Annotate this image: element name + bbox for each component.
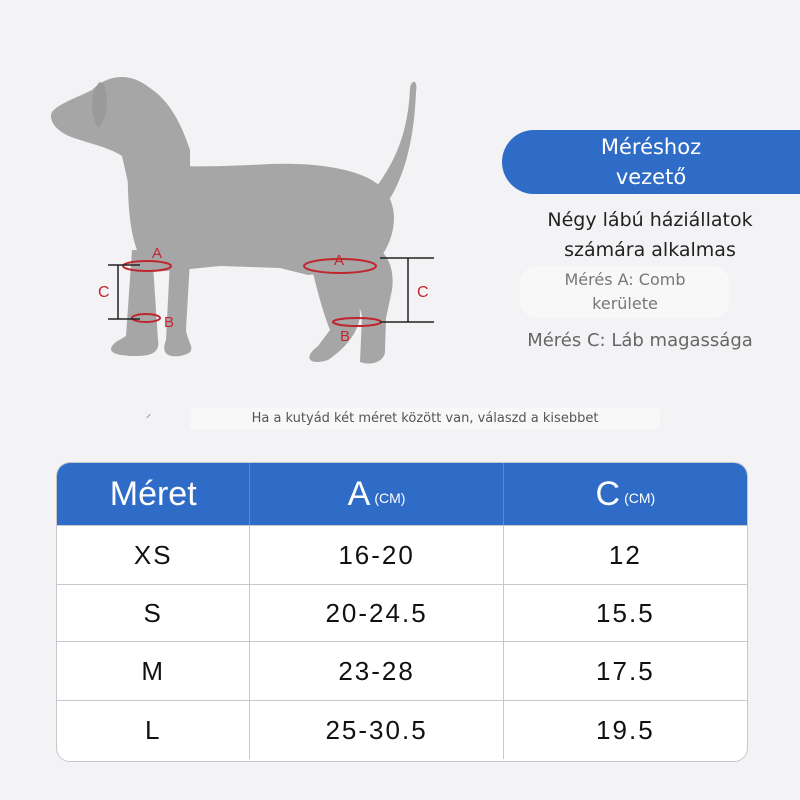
table-row: [57, 641, 747, 700]
header-c: [504, 463, 747, 525]
suitability-line2: számára alkalmas: [564, 239, 736, 261]
table-body: [57, 525, 747, 759]
label-b-front: B: [164, 314, 175, 331]
size-table: [56, 462, 748, 762]
suitability-text: [505, 205, 795, 265]
header-a: [250, 463, 503, 525]
label-a-hind: A: [334, 252, 345, 269]
cell-size: L: [57, 701, 250, 759]
header-c-label: C: [595, 474, 621, 513]
measurement-a-line1: Mérés A: Comb: [564, 270, 686, 289]
header-size-label: Méret: [109, 474, 197, 513]
cell-c: 15.5: [596, 597, 655, 628]
size-note: Ha a kutyád két méret között van, válaszd a kisebbet: [190, 408, 660, 429]
table-row: [57, 525, 747, 584]
cell-a: 25-30.5: [250, 701, 503, 759]
measurement-guide-banner: [502, 130, 800, 194]
suitability-line1: Négy lábú háziállatok: [547, 209, 753, 231]
dog-silhouette: [51, 77, 416, 364]
table-row: [57, 700, 747, 759]
measurement-a-text: [520, 266, 730, 318]
table-header: [57, 463, 747, 525]
header-c-unit: (CM): [624, 490, 656, 506]
cell-size: XS: [57, 526, 250, 584]
cell-c: 12: [608, 539, 642, 570]
label-a-front: A: [152, 245, 163, 262]
header-a-label: A: [347, 474, 371, 513]
cell-c: 19.5: [596, 714, 655, 745]
cell-a: 23-28: [250, 642, 503, 700]
guide-title-line1: Méréshoz: [600, 135, 702, 159]
label-c-hind: C: [417, 284, 429, 301]
cell-a: 16-20: [250, 526, 503, 584]
cell-c: 17.5: [596, 655, 655, 686]
guide-title-line2: vezető: [615, 165, 687, 189]
cell-size: S: [57, 585, 250, 641]
note-mark: ⸝: [146, 409, 151, 420]
label-b-hind: B: [340, 328, 351, 345]
measurement-a-line2: kerülete: [592, 294, 658, 313]
label-c-front: C: [98, 284, 110, 301]
header-a-unit: (CM): [374, 490, 406, 506]
header-size: [57, 463, 250, 525]
dog-measurement-diagram: [40, 60, 460, 390]
cell-a: 20-24.5: [250, 585, 503, 641]
measurement-c-text: Mérés C: Láb magassága: [527, 330, 753, 351]
table-row: [57, 584, 747, 641]
cell-size: M: [57, 642, 250, 700]
